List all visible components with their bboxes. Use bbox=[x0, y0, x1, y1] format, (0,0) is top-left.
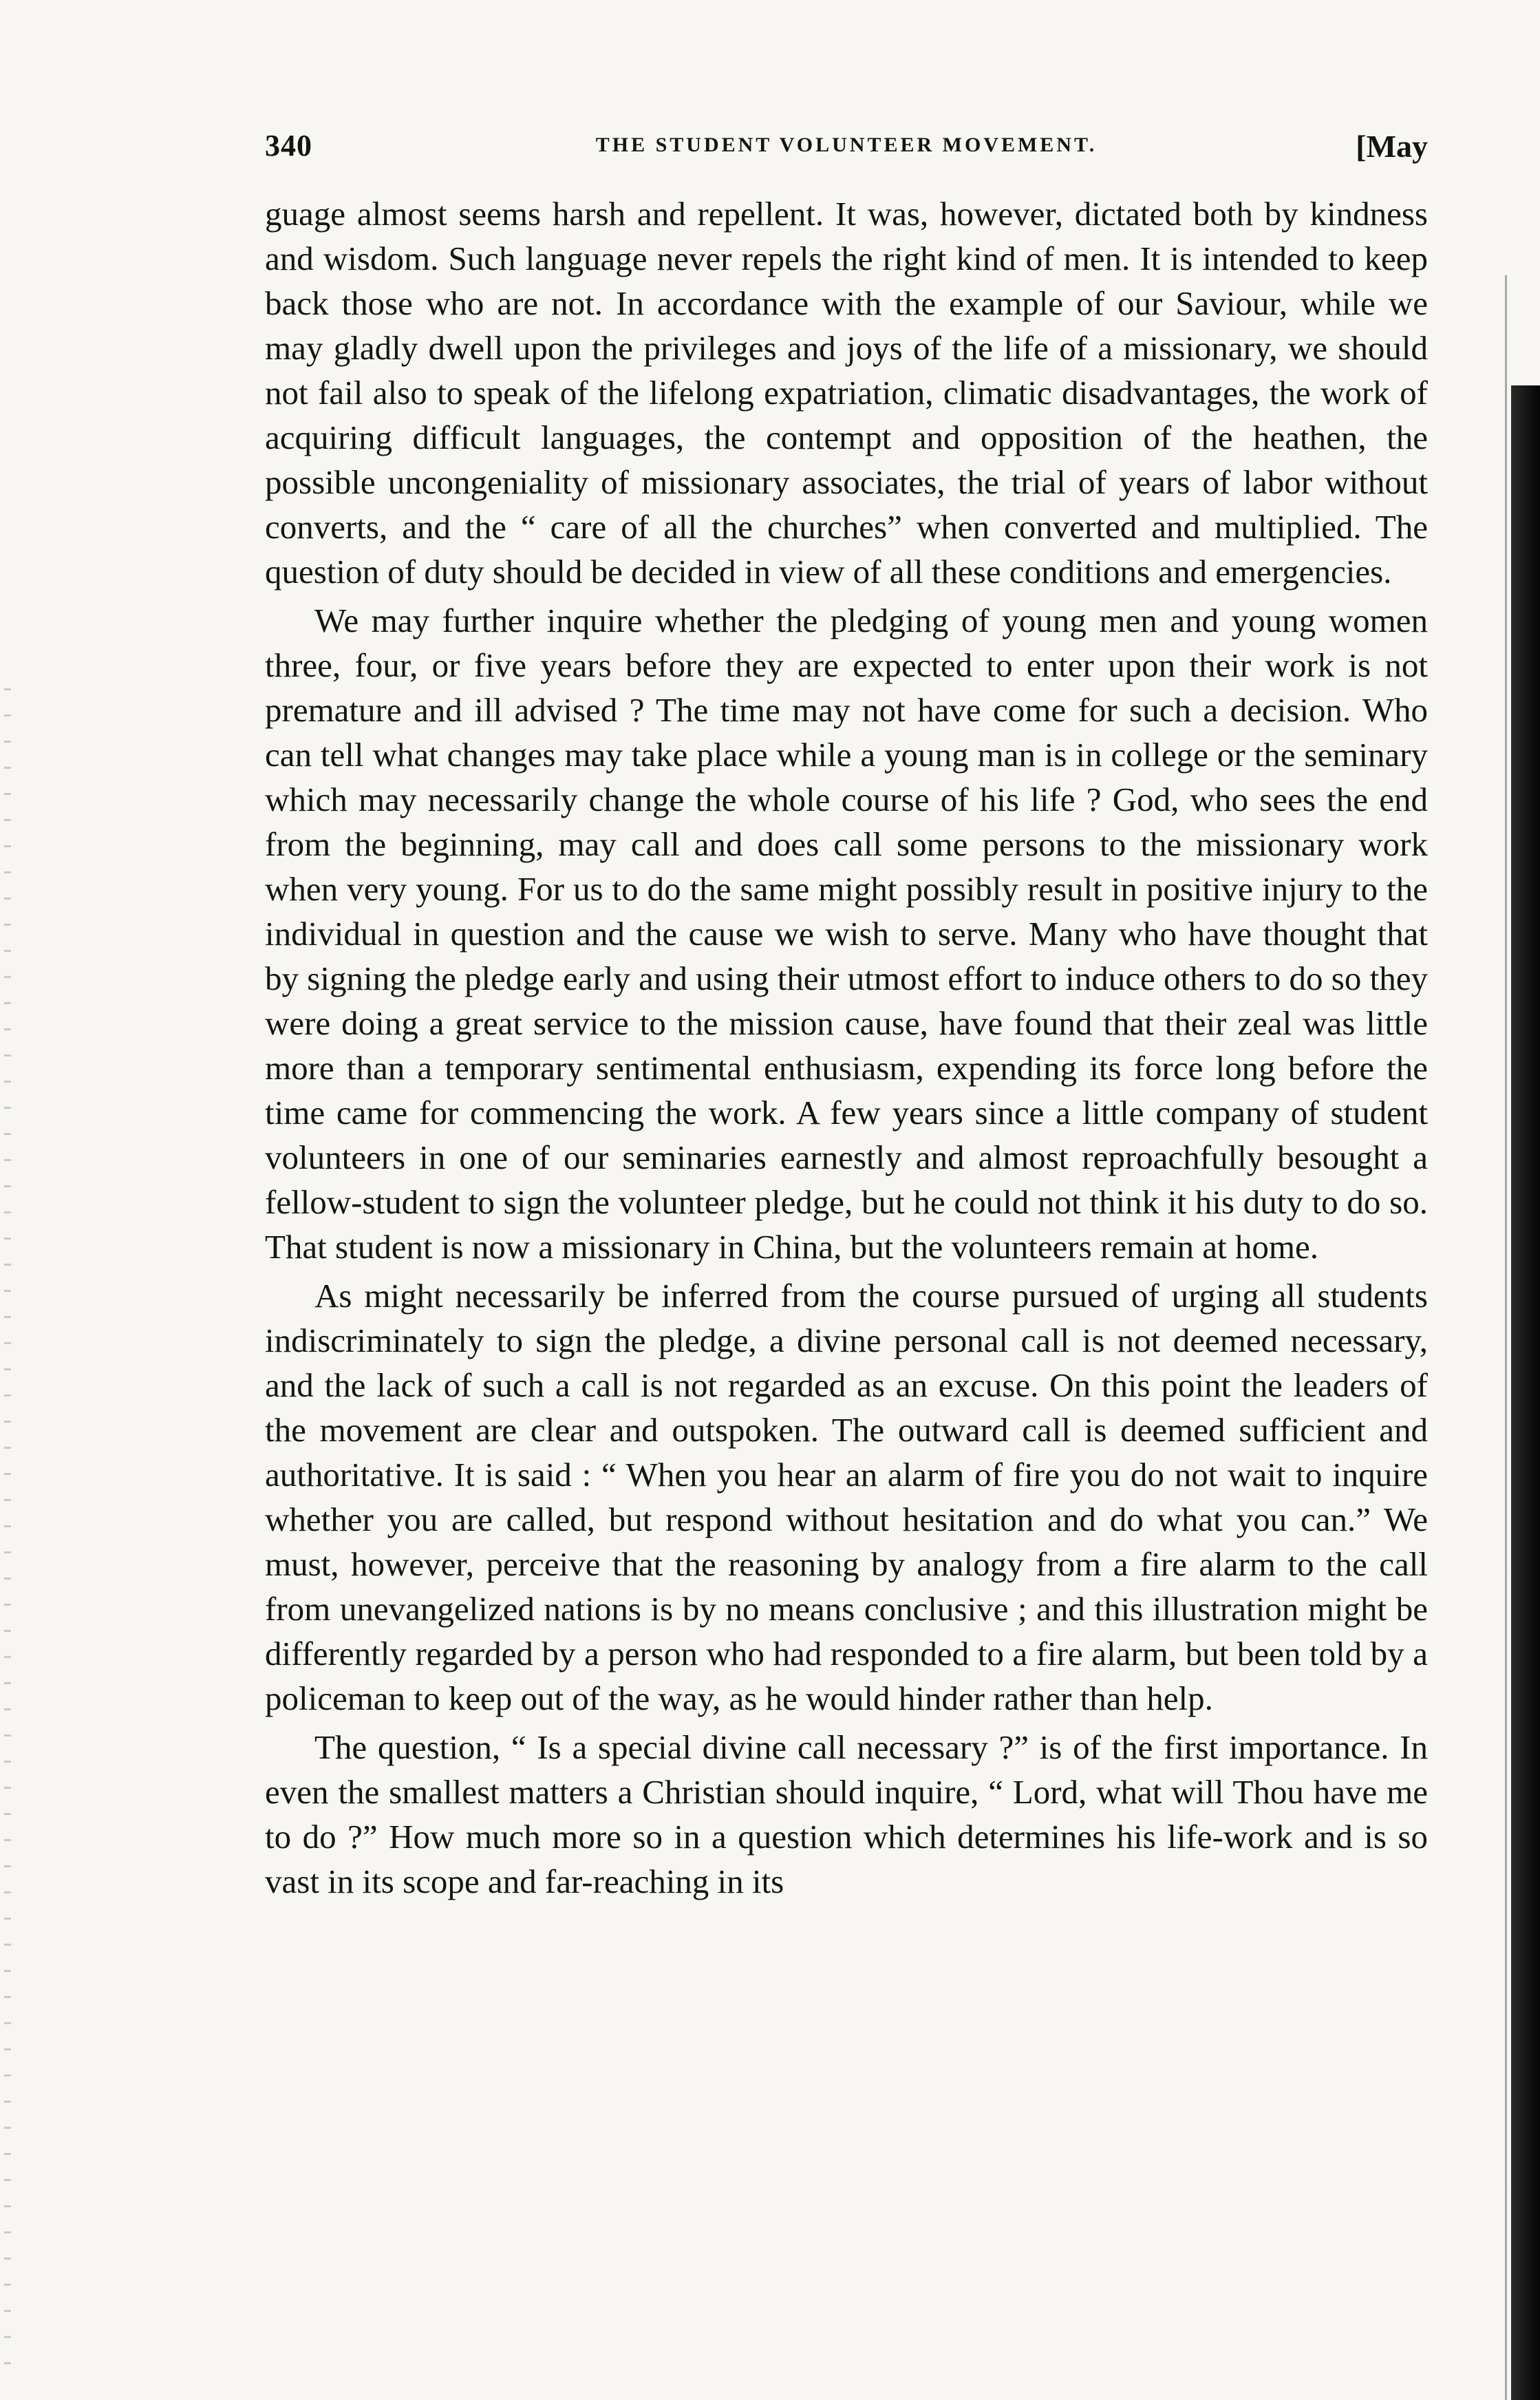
scan-margin-specks bbox=[4, 688, 11, 2375]
page-header bbox=[265, 128, 1428, 169]
running-title: THE STUDENT VOLUNTEER MOVEMENT. bbox=[595, 134, 1098, 156]
scan-edge-shadow bbox=[1511, 385, 1540, 2400]
page-number: 340 bbox=[265, 129, 312, 162]
paragraph-3: As might necessarily be inferred from the course pursued of urging all students indiscriminately to sign the pledge, a divine personal call is not deemed necessary, and the lack of such a call is not regarded as an excuse. On this point the leaders of the movement are clear and outspoken. The outward call is deemed sufficient and authoritative. It is said : “ When you hear an alarm of fire you do not wait to inquire whether you are called, but respond without hesitation and do what you can.” We must, however, perceive that the reasoning by analogy from a fire alarm to the call from unevangelized nations is by no means conclusive ; and this illustration might be differently regarded by a person who had responded to a fire alarm, but been told by a policeman to keep out of the way, as he would hinder rather than help. bbox=[265, 1277, 1428, 1717]
paragraph-2: We may further inquire whether the pledging of young men and young women three, four, or five years before they are expected to enter upon their work is not premature and ill advised ? The time may not have come for such a decision. Who can tell what changes may take place while a young man is in college or the seminary which may necessarily change the whole course of his life ? God, who sees the end from the beginning, may call and does call some persons to the missionary work when very young. For us to do the same might possibly result in positive injury to the individual in question and the cause we wish to serve. Many who have thought that by signing the pledge early and using their utmost effort to induce others to do so they were doing a great service to the mission cause, have found that their zeal was little more than a temporary sentimental enthusiasm, expending its force long before the time came for commencing the work. A few years since a little company of student volunteers in one of our seminaries earnestly and almost reproachfully besought a fellow-student to sign the volunteer pledge, but he could not think it his duty to do so. That student is now a missionary in China, but the volunteers remain at home. bbox=[265, 602, 1428, 1266]
scan-edge-line bbox=[1505, 275, 1507, 2400]
body-text bbox=[265, 191, 1428, 1904]
paragraph-1: guage almost seems harsh and repellent. It was, however, dictated both by kindness and wisdom. Such language never repels the right kind of men. It is intended to keep back those who are not. In accordance with the example of our Saviour, while we may gladly dwell upon the privileges and joys of the life of a missionary, we should not fail also to speak of the lifelong expatriation, climatic disadvantages, the work of acquiring difficult languages, the contempt and opposition of the heathen, the possible uncongeniality of missionary associates, the trial of years of labor without converts, and the “ care of all the churches” when converted and multiplied. The question of duty should be decided in view of all these conditions and emergencies. bbox=[265, 195, 1428, 591]
paragraph-4: The question, “ Is a special divine call necessary ?” is of the first importance. In even the smallest matters a Christian should inquire, “ Lord, what will Thou have me to do ?” How much more so in a question which determines his life-work and is so vast in its scope and far-reaching in its bbox=[265, 1728, 1428, 1900]
header-month: [May bbox=[1356, 129, 1428, 164]
